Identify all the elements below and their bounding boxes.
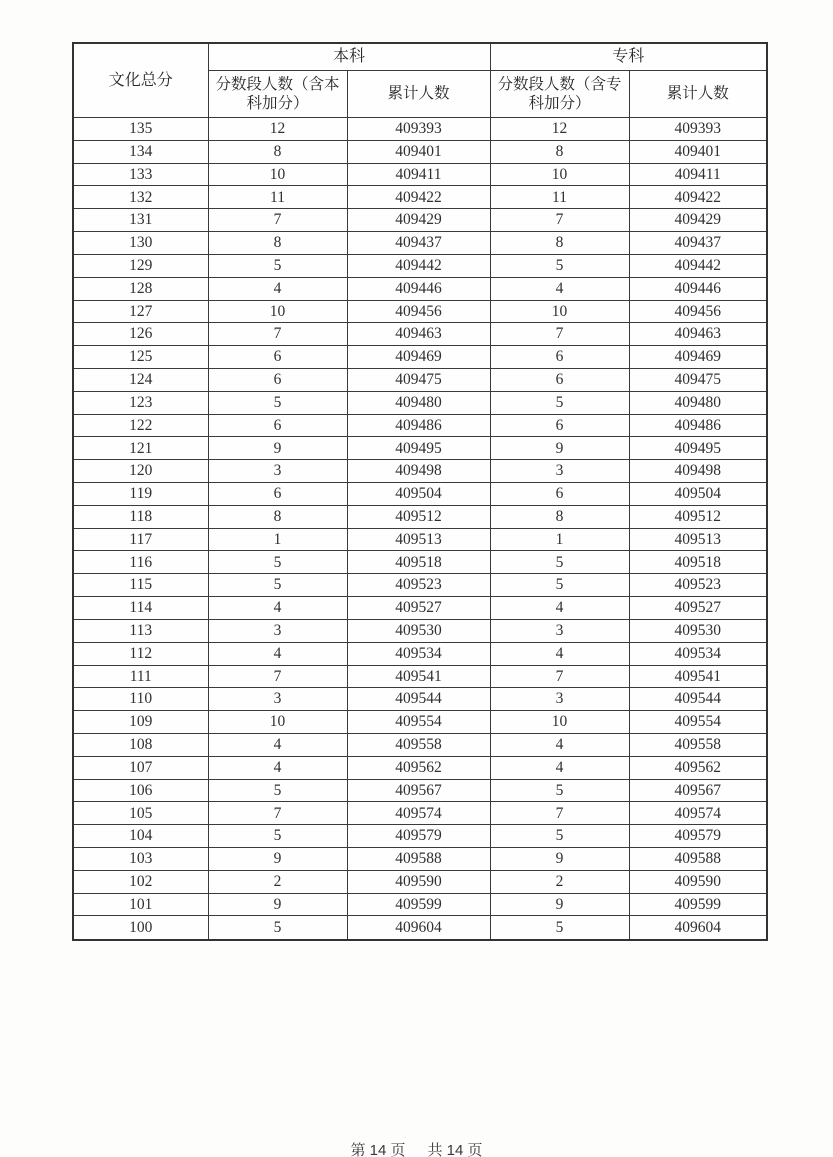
cell-benke-count: 5 [208, 551, 347, 574]
cell-benke-cumulative: 409446 [347, 277, 490, 300]
cell-zhuanke-count: 7 [490, 209, 629, 232]
cell-score: 106 [73, 779, 208, 802]
cell-zhuanke-cumulative: 409475 [629, 368, 767, 391]
table-row [73, 642, 767, 665]
cell-zhuanke-count: 3 [490, 688, 629, 711]
cell-benke-cumulative: 409463 [347, 323, 490, 346]
table-row [73, 825, 767, 848]
cell-benke-count: 4 [208, 277, 347, 300]
cell-zhuanke-count: 8 [490, 140, 629, 163]
cell-score: 122 [73, 414, 208, 437]
cell-zhuanke-count: 5 [490, 391, 629, 414]
table-row [73, 688, 767, 711]
table-row [73, 232, 767, 255]
table-row [73, 779, 767, 802]
cell-zhuanke-cumulative: 409554 [629, 711, 767, 734]
cell-zhuanke-count: 10 [490, 711, 629, 734]
table-row [73, 460, 767, 483]
cell-zhuanke-count: 7 [490, 323, 629, 346]
cell-zhuanke-cumulative: 409541 [629, 665, 767, 688]
table-row [73, 254, 767, 277]
table-row [73, 209, 767, 232]
cell-zhuanke-count: 7 [490, 665, 629, 688]
cell-score: 125 [73, 346, 208, 369]
cell-score: 133 [73, 163, 208, 186]
table-body [73, 118, 767, 941]
cell-zhuanke-cumulative: 409469 [629, 346, 767, 369]
table-row [73, 756, 767, 779]
header-group-benke: 本科 [208, 43, 490, 71]
cell-zhuanke-count: 10 [490, 300, 629, 323]
table-row [73, 916, 767, 940]
cell-zhuanke-cumulative: 409599 [629, 893, 767, 916]
table-row [73, 733, 767, 756]
cell-score: 131 [73, 209, 208, 232]
cell-benke-count: 11 [208, 186, 347, 209]
cell-score: 102 [73, 870, 208, 893]
table-header [73, 43, 767, 118]
cell-zhuanke-count: 7 [490, 802, 629, 825]
cell-score: 113 [73, 619, 208, 642]
cell-benke-count: 6 [208, 483, 347, 506]
score-distribution-table [72, 42, 768, 941]
cell-zhuanke-cumulative: 409446 [629, 277, 767, 300]
cell-score: 117 [73, 528, 208, 551]
cell-score: 108 [73, 733, 208, 756]
table-row [73, 323, 767, 346]
cell-benke-count: 6 [208, 346, 347, 369]
table-row [73, 414, 767, 437]
cell-benke-cumulative: 409574 [347, 802, 490, 825]
cell-benke-count: 3 [208, 688, 347, 711]
cell-benke-cumulative: 409590 [347, 870, 490, 893]
cell-score: 115 [73, 574, 208, 597]
cell-benke-cumulative: 409599 [347, 893, 490, 916]
cell-benke-cumulative: 409442 [347, 254, 490, 277]
cell-benke-cumulative: 409437 [347, 232, 490, 255]
cell-zhuanke-count: 1 [490, 528, 629, 551]
cell-benke-cumulative: 409534 [347, 642, 490, 665]
cell-zhuanke-count: 12 [490, 118, 629, 141]
cell-zhuanke-cumulative: 409523 [629, 574, 767, 597]
page-footer [0, 1140, 833, 1157]
cell-score: 126 [73, 323, 208, 346]
cell-zhuanke-count: 6 [490, 368, 629, 391]
cell-benke-cumulative: 409411 [347, 163, 490, 186]
cell-benke-count: 3 [208, 619, 347, 642]
cell-zhuanke-cumulative: 409590 [629, 870, 767, 893]
cell-score: 114 [73, 597, 208, 620]
cell-benke-count: 12 [208, 118, 347, 141]
table-row [73, 505, 767, 528]
cell-benke-cumulative: 409512 [347, 505, 490, 528]
header-group-row [73, 43, 767, 71]
cell-zhuanke-count: 9 [490, 893, 629, 916]
cell-benke-cumulative: 409544 [347, 688, 490, 711]
cell-zhuanke-count: 9 [490, 848, 629, 871]
cell-benke-cumulative: 409604 [347, 916, 490, 940]
cell-benke-cumulative: 409469 [347, 346, 490, 369]
cell-benke-count: 7 [208, 665, 347, 688]
cell-score: 107 [73, 756, 208, 779]
cell-benke-cumulative: 409588 [347, 848, 490, 871]
cell-zhuanke-cumulative: 409512 [629, 505, 767, 528]
cell-benke-cumulative: 409530 [347, 619, 490, 642]
cell-benke-count: 9 [208, 893, 347, 916]
cell-score: 109 [73, 711, 208, 734]
cell-zhuanke-cumulative: 409495 [629, 437, 767, 460]
cell-zhuanke-cumulative: 409527 [629, 597, 767, 620]
cell-benke-cumulative: 409562 [347, 756, 490, 779]
cell-zhuanke-count: 5 [490, 551, 629, 574]
table-row [73, 802, 767, 825]
cell-benke-count: 9 [208, 437, 347, 460]
cell-benke-count: 4 [208, 642, 347, 665]
cell-benke-count: 3 [208, 460, 347, 483]
header-benke-count: 分数段人数（含本科加分） [208, 71, 347, 118]
cell-zhuanke-count: 5 [490, 574, 629, 597]
cell-zhuanke-count: 4 [490, 277, 629, 300]
table-row [73, 368, 767, 391]
cell-benke-count: 7 [208, 209, 347, 232]
header-zhuanke-cumulative: 累计人数 [629, 71, 767, 118]
table-row [73, 186, 767, 209]
table-row [73, 574, 767, 597]
cell-zhuanke-count: 5 [490, 916, 629, 940]
cell-zhuanke-count: 5 [490, 779, 629, 802]
cell-benke-count: 10 [208, 163, 347, 186]
cell-zhuanke-count: 2 [490, 870, 629, 893]
cell-zhuanke-cumulative: 409530 [629, 619, 767, 642]
cell-zhuanke-count: 3 [490, 619, 629, 642]
cell-score: 128 [73, 277, 208, 300]
cell-benke-cumulative: 409558 [347, 733, 490, 756]
header-group-zhuanke: 专科 [490, 43, 767, 71]
cell-benke-cumulative: 409495 [347, 437, 490, 460]
cell-benke-cumulative: 409513 [347, 528, 490, 551]
header-zhuanke-count: 分数段人数（含专科加分） [490, 71, 629, 118]
cell-benke-count: 5 [208, 574, 347, 597]
cell-zhuanke-cumulative: 409544 [629, 688, 767, 711]
cell-zhuanke-cumulative: 409486 [629, 414, 767, 437]
cell-zhuanke-cumulative: 409480 [629, 391, 767, 414]
table-row [73, 118, 767, 141]
table-row [73, 893, 767, 916]
cell-zhuanke-count: 6 [490, 483, 629, 506]
cell-benke-cumulative: 409541 [347, 665, 490, 688]
cell-score: 129 [73, 254, 208, 277]
cell-zhuanke-cumulative: 409574 [629, 802, 767, 825]
cell-benke-count: 10 [208, 300, 347, 323]
cell-benke-count: 5 [208, 916, 347, 940]
header-score-column: 文化总分 [73, 43, 208, 118]
cell-benke-count: 5 [208, 825, 347, 848]
cell-benke-count: 1 [208, 528, 347, 551]
cell-benke-cumulative: 409456 [347, 300, 490, 323]
cell-score: 116 [73, 551, 208, 574]
table-row [73, 391, 767, 414]
cell-benke-cumulative: 409429 [347, 209, 490, 232]
cell-benke-cumulative: 409486 [347, 414, 490, 437]
cell-zhuanke-count: 4 [490, 733, 629, 756]
cell-zhuanke-cumulative: 409498 [629, 460, 767, 483]
cell-zhuanke-cumulative: 409518 [629, 551, 767, 574]
cell-score: 130 [73, 232, 208, 255]
cell-score: 132 [73, 186, 208, 209]
table-row [73, 437, 767, 460]
cell-zhuanke-count: 4 [490, 756, 629, 779]
table-row [73, 665, 767, 688]
cell-zhuanke-cumulative: 409534 [629, 642, 767, 665]
cell-benke-cumulative: 409480 [347, 391, 490, 414]
cell-score: 134 [73, 140, 208, 163]
cell-zhuanke-cumulative: 409579 [629, 825, 767, 848]
cell-benke-cumulative: 409554 [347, 711, 490, 734]
cell-benke-cumulative: 409579 [347, 825, 490, 848]
cell-score: 112 [73, 642, 208, 665]
cell-zhuanke-cumulative: 409442 [629, 254, 767, 277]
cell-zhuanke-count: 4 [490, 642, 629, 665]
cell-zhuanke-count: 5 [490, 825, 629, 848]
cell-score: 119 [73, 483, 208, 506]
cell-benke-count: 7 [208, 323, 347, 346]
cell-zhuanke-count: 5 [490, 254, 629, 277]
cell-benke-count: 6 [208, 368, 347, 391]
table-row [73, 300, 767, 323]
table-row [73, 870, 767, 893]
cell-score: 101 [73, 893, 208, 916]
cell-benke-cumulative: 409393 [347, 118, 490, 141]
cell-zhuanke-count: 8 [490, 232, 629, 255]
cell-zhuanke-count: 4 [490, 597, 629, 620]
cell-benke-count: 7 [208, 802, 347, 825]
cell-score: 127 [73, 300, 208, 323]
cell-score: 100 [73, 916, 208, 940]
cell-zhuanke-cumulative: 409411 [629, 163, 767, 186]
cell-zhuanke-cumulative: 409437 [629, 232, 767, 255]
table-row [73, 528, 767, 551]
cell-zhuanke-cumulative: 409588 [629, 848, 767, 871]
cell-benke-count: 4 [208, 597, 347, 620]
cell-benke-count: 4 [208, 756, 347, 779]
cell-score: 110 [73, 688, 208, 711]
cell-zhuanke-cumulative: 409562 [629, 756, 767, 779]
cell-benke-count: 4 [208, 733, 347, 756]
cell-score: 120 [73, 460, 208, 483]
cell-benke-cumulative: 409475 [347, 368, 490, 391]
cell-benke-cumulative: 409518 [347, 551, 490, 574]
cell-zhuanke-count: 6 [490, 346, 629, 369]
cell-benke-count: 5 [208, 779, 347, 802]
table-row [73, 597, 767, 620]
page-total-label: 共 14 页 [427, 1142, 483, 1157]
cell-zhuanke-count: 6 [490, 414, 629, 437]
page-number-label: 第 14 页 [350, 1142, 406, 1157]
cell-zhuanke-count: 3 [490, 460, 629, 483]
table-row [73, 551, 767, 574]
cell-score: 123 [73, 391, 208, 414]
cell-benke-count: 8 [208, 140, 347, 163]
cell-zhuanke-cumulative: 409401 [629, 140, 767, 163]
cell-zhuanke-count: 10 [490, 163, 629, 186]
table-row [73, 346, 767, 369]
table-row [73, 711, 767, 734]
cell-zhuanke-cumulative: 409422 [629, 186, 767, 209]
table-row [73, 277, 767, 300]
cell-zhuanke-cumulative: 409558 [629, 733, 767, 756]
cell-benke-count: 10 [208, 711, 347, 734]
cell-benke-cumulative: 409527 [347, 597, 490, 620]
cell-score: 118 [73, 505, 208, 528]
cell-benke-count: 5 [208, 391, 347, 414]
table-row [73, 848, 767, 871]
cell-score: 111 [73, 665, 208, 688]
cell-benke-cumulative: 409567 [347, 779, 490, 802]
header-benke-cumulative: 累计人数 [347, 71, 490, 118]
cell-benke-count: 5 [208, 254, 347, 277]
cell-zhuanke-cumulative: 409393 [629, 118, 767, 141]
table-row [73, 140, 767, 163]
cell-zhuanke-cumulative: 409463 [629, 323, 767, 346]
cell-score: 105 [73, 802, 208, 825]
cell-zhuanke-count: 9 [490, 437, 629, 460]
cell-benke-count: 6 [208, 414, 347, 437]
cell-benke-cumulative: 409523 [347, 574, 490, 597]
table-row [73, 163, 767, 186]
table-row [73, 619, 767, 642]
cell-zhuanke-count: 11 [490, 186, 629, 209]
cell-zhuanke-cumulative: 409429 [629, 209, 767, 232]
cell-score: 124 [73, 368, 208, 391]
cell-benke-count: 8 [208, 232, 347, 255]
cell-benke-cumulative: 409422 [347, 186, 490, 209]
cell-benke-cumulative: 409401 [347, 140, 490, 163]
cell-benke-count: 8 [208, 505, 347, 528]
cell-zhuanke-cumulative: 409504 [629, 483, 767, 506]
cell-zhuanke-cumulative: 409567 [629, 779, 767, 802]
cell-zhuanke-cumulative: 409604 [629, 916, 767, 940]
cell-benke-cumulative: 409498 [347, 460, 490, 483]
cell-zhuanke-cumulative: 409513 [629, 528, 767, 551]
cell-score: 121 [73, 437, 208, 460]
table-row [73, 483, 767, 506]
cell-zhuanke-count: 8 [490, 505, 629, 528]
cell-benke-count: 9 [208, 848, 347, 871]
cell-zhuanke-cumulative: 409456 [629, 300, 767, 323]
cell-benke-cumulative: 409504 [347, 483, 490, 506]
cell-score: 103 [73, 848, 208, 871]
cell-benke-count: 2 [208, 870, 347, 893]
cell-score: 135 [73, 118, 208, 141]
cell-score: 104 [73, 825, 208, 848]
